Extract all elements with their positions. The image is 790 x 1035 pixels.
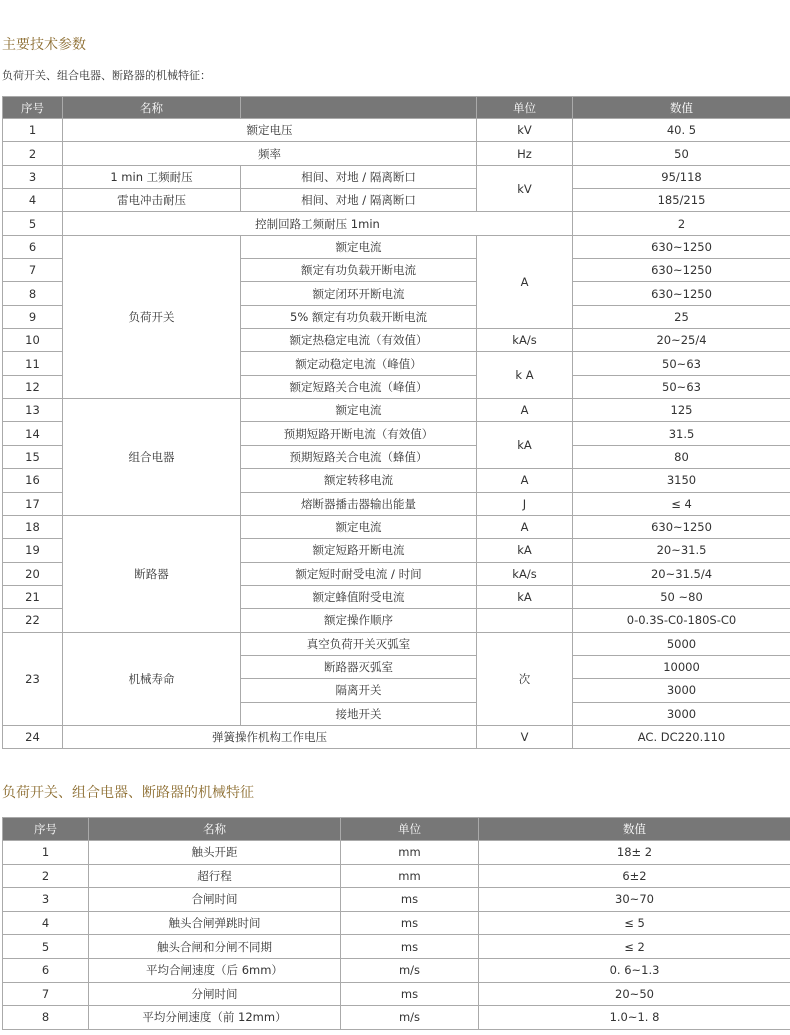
row-name: 控制回路工频耐压 1min [63,212,573,235]
row-name: 额定电压 [63,119,477,142]
header-value: 数值 [479,818,790,841]
row-name: 额定电流 [241,235,477,258]
row-value: 20~31.5/4 [573,562,790,585]
row-name: 额定电流 [241,399,477,422]
row-name: 分闸时间 [89,982,341,1006]
row-unit: m/s [341,958,479,982]
table-row [3,725,790,748]
row-name: 额定转移电流 [241,469,477,492]
table-row [3,632,790,655]
row-no: 5 [3,935,89,959]
row-unit: mm [341,841,479,865]
row-value: 125 [573,399,790,422]
table-row [3,864,790,888]
row-value: ≤ 4 [573,492,790,515]
header-name: 名称 [89,818,341,841]
row-category: 雷电冲击耐压 [63,189,241,212]
row-name: 相间、对地 / 隔离断口 [241,165,477,188]
header-no: 序号 [3,97,63,119]
row-no: 17 [3,492,63,515]
row-unit: A [477,235,573,328]
row-value: 2 [573,212,790,235]
row-no: 7 [3,982,89,1006]
row-unit: kA [477,422,573,469]
row-value: 6±2 [479,864,790,888]
table-row [3,119,790,142]
row-value: 630~1250 [573,259,790,282]
row-name: 平均分闸速度（前 12mm） [89,1006,341,1030]
row-name: 预期短路关合电流（蜂值） [241,445,477,468]
row-value: 18± 2 [479,841,790,865]
row-name: 平均合闸速度（后 6mm） [89,958,341,982]
header-blank [241,97,477,119]
table-row [3,399,790,422]
table-row [3,935,790,959]
mechanical-characteristics-table [2,817,790,1030]
row-no: 1 [3,119,63,142]
row-no: 11 [3,352,63,375]
row-name: 合闸时间 [89,888,341,912]
row-value: AC. DC220.110 [573,725,790,748]
row-unit: Hz [477,142,573,165]
row-unit: kA [477,585,573,608]
table-row [3,1006,790,1030]
table-row [3,212,790,235]
row-unit: A [477,515,573,538]
row-name: 触头开距 [89,841,341,865]
row-value: 20~50 [479,982,790,1006]
header-unit: 单位 [341,818,479,841]
row-no: 5 [3,212,63,235]
row-unit: A [477,399,573,422]
table-header-row [3,97,790,119]
row-no: 13 [3,399,63,422]
row-no: 6 [3,958,89,982]
row-no: 22 [3,609,63,632]
table-row [3,958,790,982]
table-row [3,888,790,912]
row-value: 10000 [573,655,790,678]
group-combined-apparatus: 组合电器 [63,399,241,516]
header-value: 数值 [573,97,790,119]
row-name: 额定电流 [241,515,477,538]
row-name: 触头合闸和分闸不同期 [89,935,341,959]
row-value: 630~1250 [573,235,790,258]
table-header-row [3,818,790,841]
row-no: 19 [3,539,63,562]
row-name: 5% 额定有功负载开断电流 [241,305,477,328]
row-unit: kV [477,165,573,212]
row-name: 接地开关 [241,702,477,725]
row-name: 预期短路开断电流（有效值） [241,422,477,445]
row-no: 6 [3,235,63,258]
row-unit: m/s [341,1006,479,1030]
row-value: 1.0~1. 8 [479,1006,790,1030]
row-unit: kV [477,119,573,142]
row-no: 8 [3,282,63,305]
row-name: 额定短路关合电流（峰值） [241,375,477,398]
row-no: 23 [3,632,63,725]
table-row [3,841,790,865]
row-unit: 次 [477,632,573,725]
table-row [3,142,790,165]
row-name: 额定短时耐受电流 / 时间 [241,562,477,585]
row-value: 50~63 [573,352,790,375]
row-name: 隔离开关 [241,679,477,702]
row-value: 80 [573,445,790,468]
section-title-main-params: 主要技术参数 [2,37,86,53]
row-name: 额定闭环开断电流 [241,282,477,305]
row-name: 额定蜂值附受电流 [241,585,477,608]
row-unit: ms [341,935,479,959]
row-no: 7 [3,259,63,282]
row-no: 3 [3,165,63,188]
row-value: ≤ 2 [479,935,790,959]
row-name: 额定动稳定电流（峰值） [241,352,477,375]
row-value: ≤ 5 [479,911,790,935]
table-row [3,982,790,1006]
row-value: 30~70 [479,888,790,912]
table-row [3,235,790,258]
row-category: 1 min 工频耐压 [63,165,241,188]
row-value: 3000 [573,679,790,702]
row-value: 5000 [573,632,790,655]
row-no: 9 [3,305,63,328]
row-unit: k A [477,352,573,399]
row-value: 0. 6~1.3 [479,958,790,982]
row-unit: ms [341,888,479,912]
row-value: 31.5 [573,422,790,445]
row-value: 50 ~80 [573,585,790,608]
table-row [3,189,790,212]
row-unit: ms [341,911,479,935]
row-value: 3000 [573,702,790,725]
header-name: 名称 [63,97,241,119]
row-value: 3150 [573,469,790,492]
row-value: 20~25/4 [573,329,790,352]
row-no: 15 [3,445,63,468]
row-value: 0-0.3S-C0-180S-C0 [573,609,790,632]
row-no: 1 [3,841,89,865]
header-unit: 单位 [477,97,573,119]
table-row [3,515,790,538]
row-unit: kA/s [477,329,573,352]
row-unit: J [477,492,573,515]
row-no: 4 [3,189,63,212]
row-name: 弹簧操作机构工作电压 [63,725,477,748]
row-name: 超行程 [89,864,341,888]
row-name: 额定有功负载开断电流 [241,259,477,282]
row-no: 21 [3,585,63,608]
row-no: 4 [3,911,89,935]
row-value: 95/118 [573,165,790,188]
row-name: 熔断器播击器输出能量 [241,492,477,515]
row-unit: V [477,725,573,748]
row-no: 10 [3,329,63,352]
row-value: 630~1250 [573,515,790,538]
row-name: 真空负荷开关灭弧室 [241,632,477,655]
row-value: 630~1250 [573,282,790,305]
table-row [3,165,790,188]
row-no: 2 [3,864,89,888]
row-value: 185/215 [573,189,790,212]
row-name: 频率 [63,142,477,165]
main-params-table [2,96,790,749]
row-unit: kA [477,539,573,562]
row-no: 14 [3,422,63,445]
group-load-switch: 负荷开关 [63,235,241,398]
row-name: 断路器灭弧室 [241,655,477,678]
section-subtitle: 负荷开关、组合电器、断路器的机械特征： [2,69,211,82]
row-unit: mm [341,864,479,888]
row-value: 40. 5 [573,119,790,142]
header-no: 序号 [3,818,89,841]
row-no: 12 [3,375,63,398]
row-name: 触头合闸弹跳时间 [89,911,341,935]
row-no: 8 [3,1006,89,1030]
row-name: 额定短路开断电流 [241,539,477,562]
row-no: 20 [3,562,63,585]
row-no: 24 [3,725,63,748]
row-no: 16 [3,469,63,492]
row-unit [477,609,573,632]
group-mechanical-life: 机械寿命 [63,632,241,725]
row-no: 18 [3,515,63,538]
row-no: 3 [3,888,89,912]
row-name: 额定操作顺序 [241,609,477,632]
row-no: 2 [3,142,63,165]
row-name: 额定热稳定电流（有效值） [241,329,477,352]
row-value: 50 [573,142,790,165]
group-circuit-breaker: 断路器 [63,515,241,632]
row-value: 50~63 [573,375,790,398]
row-value: 20~31.5 [573,539,790,562]
row-unit: A [477,469,573,492]
section-title-mechanical: 负荷开关、组合电器、断路器的机械特征 [2,785,254,801]
table-row [3,911,790,935]
row-unit: kA/s [477,562,573,585]
row-unit: ms [341,982,479,1006]
row-value: 25 [573,305,790,328]
row-name: 相间、对地 / 隔离断口 [241,189,477,212]
